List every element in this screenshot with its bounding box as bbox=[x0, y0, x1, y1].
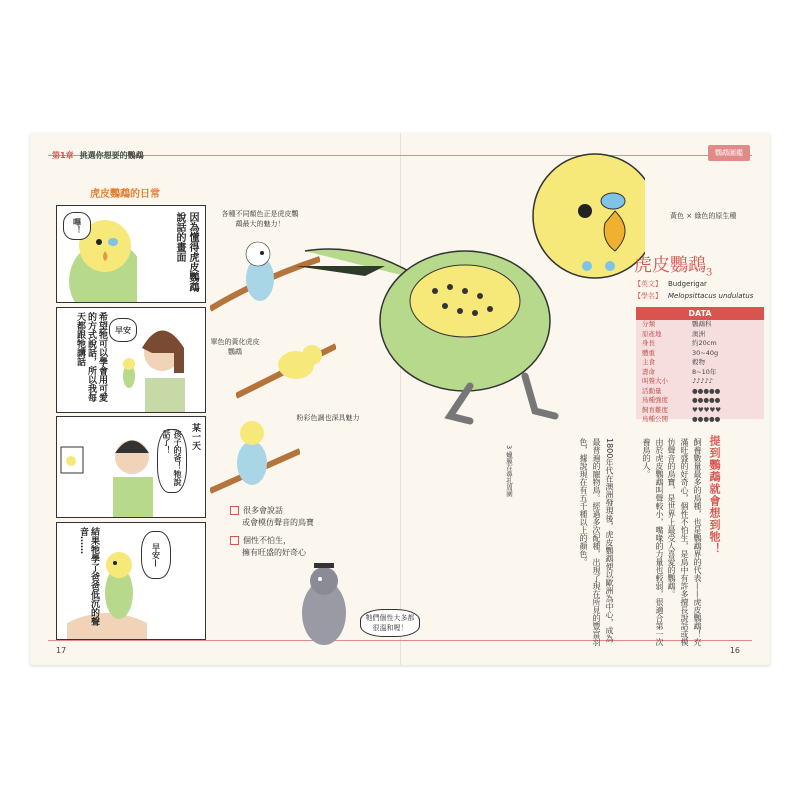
data-row bbox=[636, 339, 764, 349]
mascot-bubble: 牠們個性大多都很溫和喔！ bbox=[360, 609, 420, 637]
data-label: 主食 bbox=[642, 358, 655, 366]
species-caption: 黃色 × 綠色的原生種 bbox=[670, 212, 737, 220]
body-paragraph-3: 1800年代在澳洲發現後，虎皮鸚鵡便以歐洲為中心，成為最普遍的寵物鳥。經過多次配種，出現了現在所見的豐富羽色，據說現在有五千種以上的顏色。 bbox=[579, 438, 614, 646]
checkbox-icon bbox=[230, 536, 239, 545]
chapter-header bbox=[52, 147, 144, 163]
page-number-right: 16 bbox=[729, 646, 740, 655]
data-label: 壽命 bbox=[642, 367, 655, 376]
checkbox-icon bbox=[230, 506, 239, 515]
data-rows bbox=[636, 320, 764, 425]
note-colors: 各種不同顏色正是虎皮鸚鵡最大的魅力！ bbox=[221, 210, 299, 228]
data-value: 穀物 bbox=[692, 358, 705, 366]
data-label: 體重 bbox=[642, 348, 655, 357]
body-paragraph-2: 由於虎皮鸚鵡叫聲較小，嘴喙的力量也較弱，很適合第一次養鳥的人。 bbox=[642, 438, 664, 646]
pastel-budgie-illustration bbox=[210, 407, 300, 497]
page-number-left: 17 bbox=[56, 646, 67, 655]
data-value: ♥♥♥♥♥ bbox=[692, 405, 722, 414]
panel-1-narration: 因為懂得虎皮鸚鵡說話的畫面 bbox=[174, 212, 198, 292]
panel-4-narration: 結果牠學了爸爸低沉的聲音…… bbox=[78, 527, 99, 626]
data-row bbox=[636, 368, 764, 378]
data-row bbox=[636, 415, 764, 425]
data-value: ♪♪♪♪♪ bbox=[692, 377, 713, 385]
comic-panel-4 bbox=[56, 522, 206, 640]
speech-bubble-2: 早安 bbox=[109, 318, 137, 342]
data-label: 鳥種強度 bbox=[642, 396, 668, 404]
footnote: 3 蠟膜在鼻孔周圍 bbox=[505, 445, 513, 497]
data-value: 澳洲 bbox=[692, 329, 705, 338]
body-paragraph-1: 飼養數量最多的鳥種，也是鸚鵡界的代表——虎皮鸚鵡！充滿旺盛的好奇心，個性不怕生，是鳥中有許多擅長說話或模仿聲音的鳥寶，是世界上最受人喜愛的鸚鵡。 bbox=[667, 438, 702, 646]
data-label: 身長 bbox=[642, 339, 655, 347]
data-row bbox=[636, 387, 764, 397]
section-tag: 鸚鵡圖鑑 bbox=[708, 145, 750, 161]
data-value: ●●●●● bbox=[692, 415, 721, 423]
data-row bbox=[636, 406, 764, 416]
data-value: ●●●●● bbox=[692, 396, 721, 404]
data-label: 活動量 bbox=[642, 386, 662, 395]
comic-title: 虎皮鸚鵡的日常 bbox=[90, 189, 160, 200]
species-name: 虎皮鸚鵡$_3$ bbox=[634, 255, 713, 279]
comic-panel-1 bbox=[56, 205, 206, 303]
chapter-title: 挑選你想要的鸚鵡 bbox=[79, 150, 144, 160]
data-value: 30~40g bbox=[692, 348, 719, 357]
data-title: DATA bbox=[636, 307, 764, 320]
data-value: 8~10年 bbox=[692, 367, 717, 376]
data-row bbox=[636, 320, 764, 330]
data-label: 叫聲大小 bbox=[642, 377, 668, 385]
section-heading: 提到鸚鵡就會想到牠！ bbox=[708, 435, 721, 555]
comic-panel-3 bbox=[56, 416, 206, 518]
data-row bbox=[636, 330, 764, 340]
speech-bubble-1: 嗶！ bbox=[63, 212, 91, 240]
note-pastel: 粉彩色調也深具魅力 bbox=[296, 414, 360, 422]
panel-2-narration: 希望牠可以學會用可愛的方式說話，所以我每天都跟牠講話 bbox=[75, 312, 107, 402]
chapter-number: 第1章 bbox=[52, 150, 74, 160]
data-value: 鸚鵡科 bbox=[692, 320, 712, 328]
mascot-pigeon bbox=[286, 553, 366, 653]
data-row bbox=[636, 358, 764, 368]
feature-1: 很多會說話 或會模仿聲音的鳥寶 bbox=[230, 505, 314, 529]
data-label: 飼育難度 bbox=[642, 405, 668, 414]
data-value: ●●●●● bbox=[692, 386, 721, 395]
comic-panel-2 bbox=[56, 307, 206, 413]
note-yellow: 單色的黃化虎皮鸚鵡 bbox=[210, 338, 260, 356]
book-spread bbox=[30, 133, 770, 665]
feature-2: 個性不怕生， 擁有旺盛的好奇心 bbox=[230, 535, 306, 559]
data-row bbox=[636, 349, 764, 359]
data-table bbox=[636, 307, 764, 423]
species-names: 【英文】 Budgerigar 【學名】 Melopsittacus undulatus bbox=[634, 280, 754, 300]
data-label: 分類 bbox=[642, 320, 655, 328]
budgerigar-main-illustration bbox=[295, 141, 645, 431]
speech-bubble-4: 早安— bbox=[141, 531, 171, 579]
data-label: 原產地 bbox=[642, 329, 662, 338]
data-row bbox=[636, 377, 764, 387]
data-value: 約20cm bbox=[692, 339, 717, 347]
speech-bubble-3: 孩子的爸！牠說話了！ bbox=[157, 429, 187, 493]
data-label: 鳥種公開 bbox=[642, 415, 668, 423]
data-row bbox=[636, 396, 764, 406]
panel-3-narration: 某一天 bbox=[190, 423, 200, 450]
